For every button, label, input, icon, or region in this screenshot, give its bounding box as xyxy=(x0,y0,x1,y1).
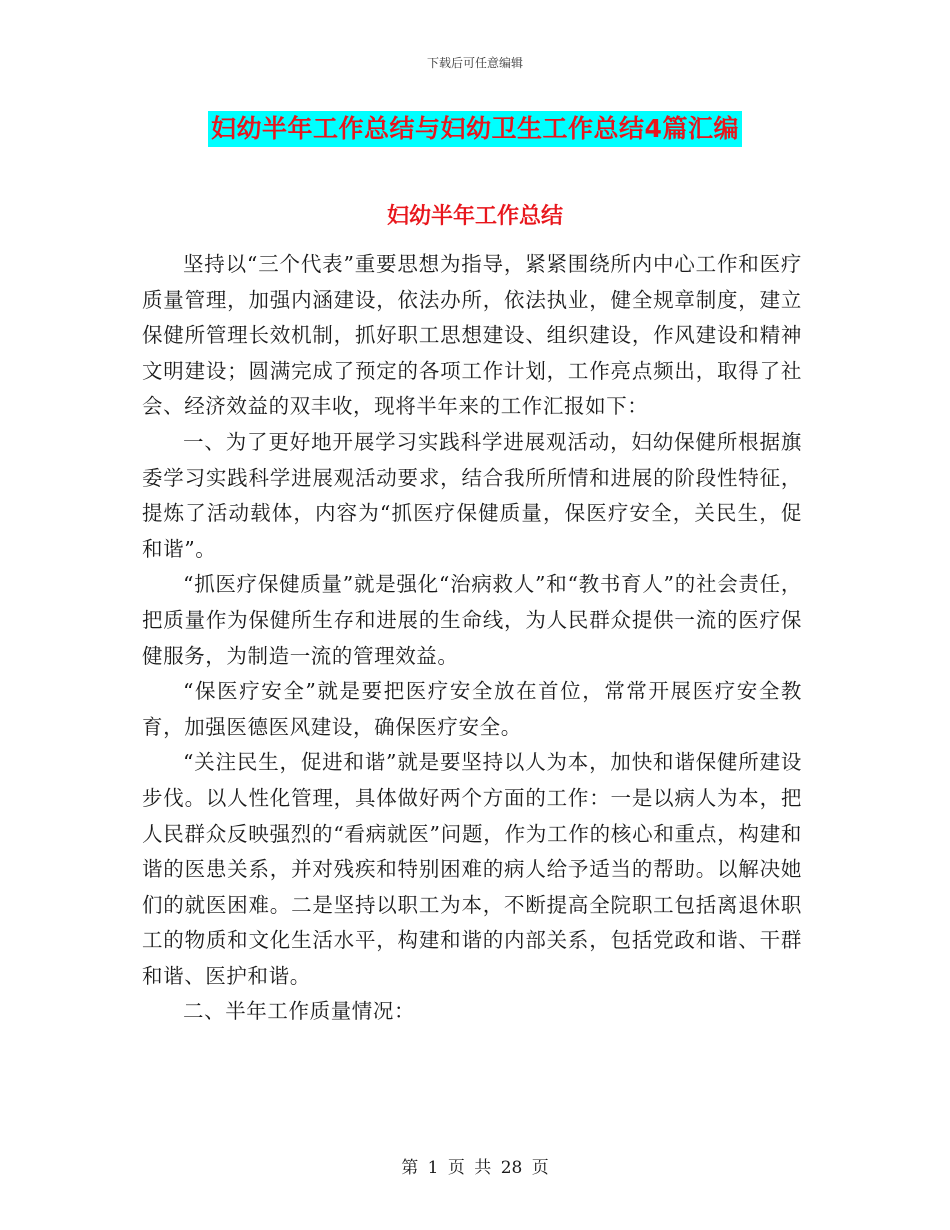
paragraph-quality: “抓医疗保健质量”就是强化“治病救人”和“教书育人”的社会责任，把质量作为保健所生存和进展的生命线，为人民群众提供一流的医疗保健服务，为制造一流的管理效益。 xyxy=(142,572,802,668)
document-body xyxy=(142,247,802,1030)
page-header-note: 下载后可任意编辑 xyxy=(426,56,523,70)
document-title-container xyxy=(0,111,950,147)
section-title: 妇幼半年工作总结 xyxy=(386,204,563,229)
paragraph-harmony: “关注民生，促进和谐”就是要坚持以人为本，加快和谐保健所建设步伐。以人性化管理，具体做好两个方面的工作：一是以病人为本，把人民群众反映强烈的“看病就医”问题，作为工作的核心和重点，构建和谐的医患关系，并对残疾和特别困难的病人给予适当的帮助。以解决她们的就医困难。二是坚持以职工为本，不断提高全院职工包括离退休职工的物质和文化生活水平，构建和谐的内部关系，包括党政和谐、干群和谐、医护和谐。 xyxy=(142,750,802,988)
paragraph-item-one: 一、为了更好地开展学习实践科学进展观活动，妇幼保健所根据旗委学习实践科学进展观活动要求，结合我所所情和进展的阶段性特征，提炼了活动载体，内容为“抓医疗保健质量，保医疗安全，关民生，促和谐”。 xyxy=(142,429,802,561)
paragraph-item-two: 二、半年工作质量情况： xyxy=(183,999,416,1024)
paragraph-intro: 坚持以“三个代表”重要思想为指导，紧紧围绕所内中心工作和医疗质量管理，加强内涵建设，依法办所，依法执业，健全规章制度，建立保健所管理长效机制，抓好职工思想建设、组织建设，作风建设和精神文明建设；圆满完成了预定的各项工作计划，工作亮点频出，取得了社会、经济效益的双丰收，现将半年来的工作汇报如下： xyxy=(142,252,802,419)
page-number-footer: 第 1 页 共 28 页 xyxy=(401,1158,549,1178)
paragraph-safety: “保医疗安全”就是要把医疗安全放在首位，常常开展医疗安全教育，加强医德医风建设，确保医疗安全。 xyxy=(142,679,802,739)
document-title: 妇幼半年工作总结与妇幼卫生工作总结4篇汇编 xyxy=(208,111,742,147)
